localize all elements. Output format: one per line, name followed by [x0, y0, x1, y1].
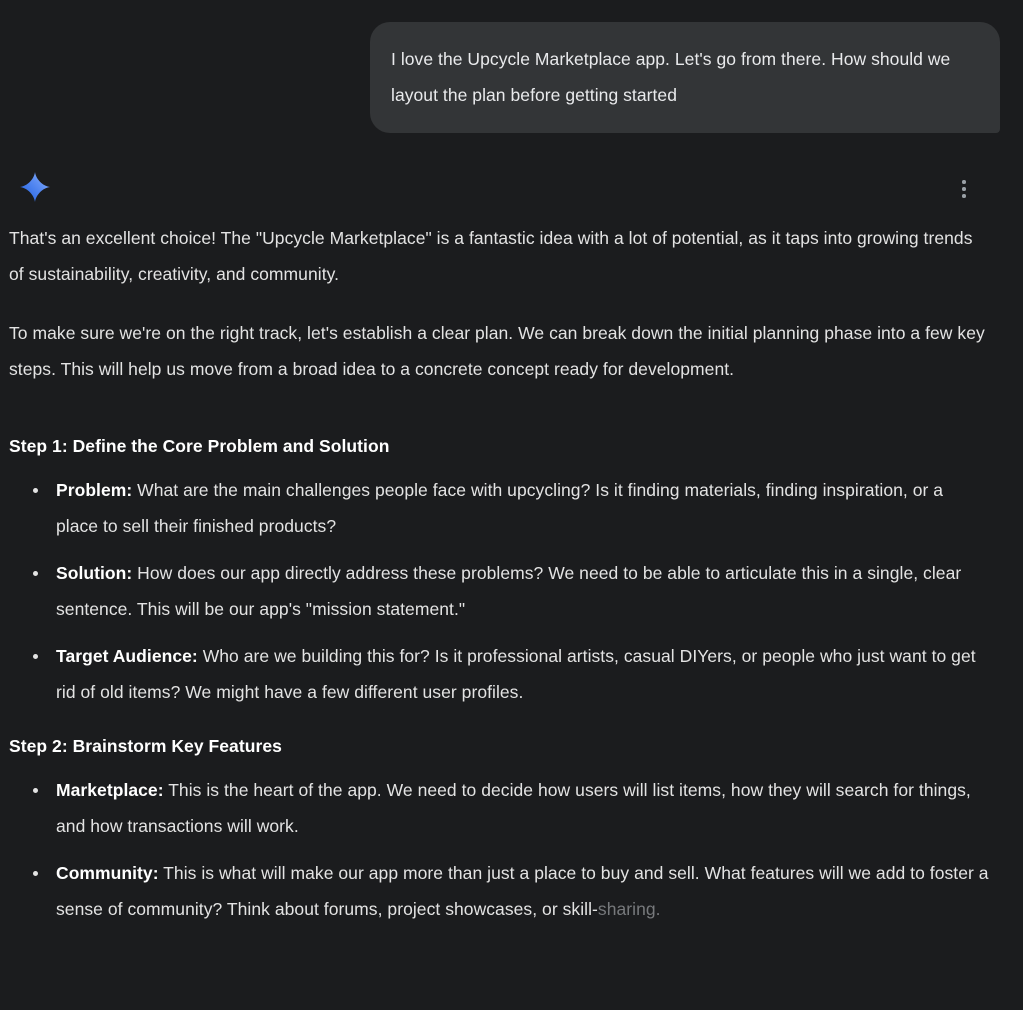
list-item — [9, 638, 989, 710]
kebab-dot — [962, 194, 966, 198]
kebab-dot — [962, 180, 966, 184]
list-item — [9, 472, 989, 544]
bullet-label: Target Audience: — [56, 646, 198, 666]
response-paragraph-2: To make sure we're on the right track, let's establish a clear plan. We can break down the initial planning phase into a few key steps. This will help us move from a broad idea to a concrete concept ready for development. — [9, 323, 985, 379]
bullet-label: Solution: — [56, 563, 133, 583]
step-1-heading: Step 1: Define the Core Problem and Solution — [9, 436, 390, 456]
response-paragraph-1: That's an excellent choice! The "Upcycle Marketplace" is a fantastic idea with a lot of potential, as it taps into growing trends of sustainability, creativity, and community. — [9, 228, 973, 284]
bullet-label: Problem: — [56, 480, 133, 500]
bullet-text: Who are we building this for? Is it professional artists, casual DIYers, or people who just want to get rid of old items? We might have a few different user profiles. — [56, 646, 976, 702]
bullet-label: Community: — [56, 863, 159, 883]
streaming-text-tail: sharing. — [597, 899, 661, 919]
bullet-text: What are the main challenges people face with upcycling? Is it finding materials, finding inspiration, or a place to sell their finished products? — [56, 480, 944, 536]
bullet-label: Marketplace: — [56, 780, 164, 800]
model-response-body — [9, 220, 1014, 927]
bullet-text: This is what will make our app more than just a place to buy and sell. What features will we add to foster a sense of community? Think about forums, project showcases, or skill- — [56, 863, 989, 919]
model-response-header — [9, 162, 1014, 220]
user-message-bubble: I love the Upcycle Marketplace app. Let's go from there. How should we layout the plan before getting started — [370, 22, 1000, 133]
step-2-heading: Step 2: Brainstorm Key Features — [9, 736, 282, 756]
user-turn — [0, 0, 1023, 133]
model-turn — [0, 162, 1023, 927]
list-item — [9, 855, 989, 927]
bullet-text: How does our app directly address these problems? We need to be able to articulate this in a single, clear sentence. This will be our app's "mission statement." — [56, 563, 962, 619]
kebab-dot — [962, 187, 966, 191]
step-2-bullet-list — [9, 772, 989, 927]
step-1-bullet-list — [9, 472, 989, 710]
kebab-menu-icon[interactable] — [949, 174, 979, 204]
list-item — [9, 772, 989, 844]
bullet-text: This is the heart of the app. We need to decide how users will list items, how they will search for things, and how transactions will work. — [56, 780, 971, 836]
list-item — [9, 555, 989, 627]
gemini-sparkle-icon — [18, 170, 52, 204]
